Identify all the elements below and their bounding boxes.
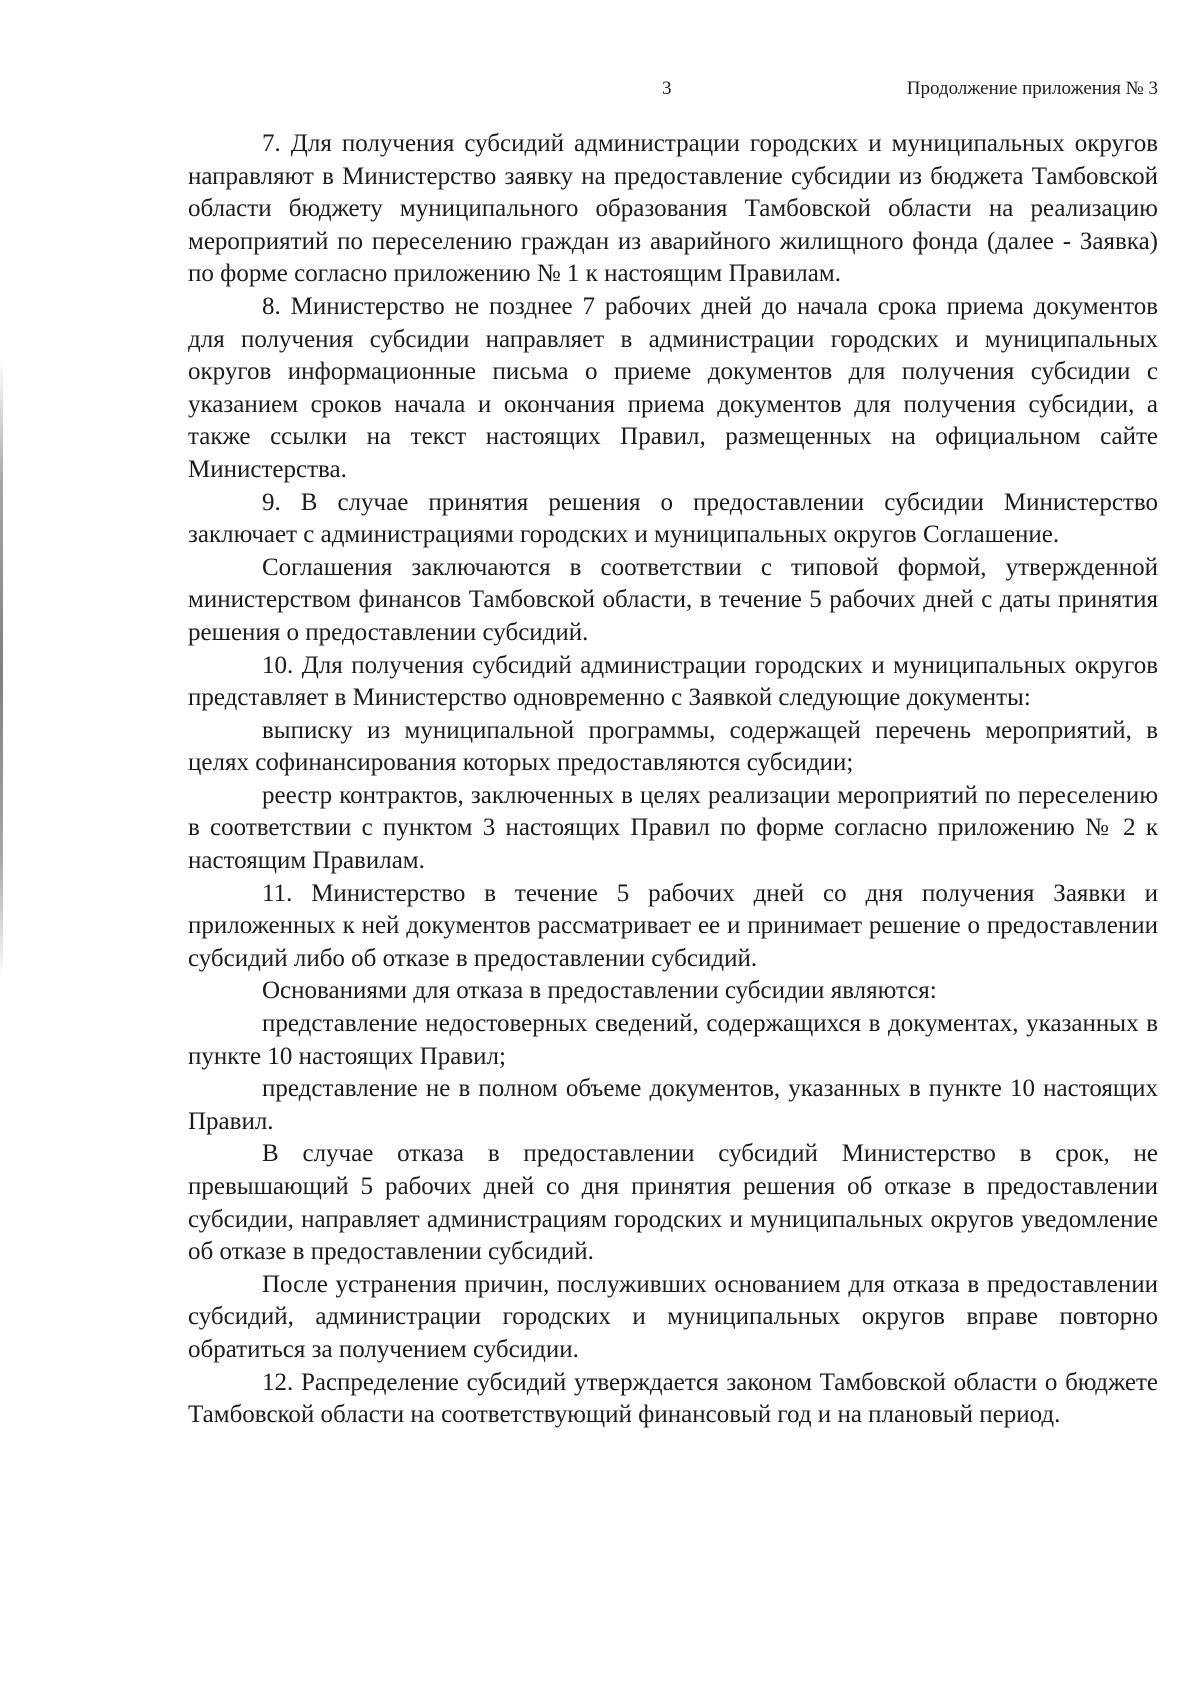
- paragraph-refusal-grounds: Основаниями для отказа в предоставлении субсидии являются:: [262, 977, 937, 1005]
- paragraph-11: 11. Министерство в течение 5 рабочих дней со дня получения Заявки и приложенных к ней документов рассматривает ее и принимает решение о предоставлении субсидий либо об отказе в предоставлении субсидий.: [188, 879, 1158, 972]
- scan-edge-artifact: [0, 360, 3, 980]
- paragraph-contract-registry: реестр контрактов, заключенных в целях реализации мероприятий по переселению в соответствии с пунктом 3 настоящих Правил по форме согласно приложению № 2 к настоящим Правилам.: [188, 781, 1158, 875]
- paragraph-agreements: Соглашения заключаются в соответствии с типовой формой, утвержденной министерством финансов Тамбовской области, в течение 5 рабочих дней с даты принятия решения о предоставлении субсидий.: [188, 553, 1158, 646]
- document-body: [188, 128, 1158, 1432]
- paragraph-refusal-notice: В случае отказа в предоставлении субсидий Министерство в срок, не превышающий 5 рабочих дней со дня принятия решения об отказе в предоставлении субсидии, направляет администрациям городских и муниципальных округов уведомление об отказе в предоставлении субсидий.: [188, 1140, 1158, 1266]
- appendix-continuation-title: Продолжение приложения № 3: [906, 78, 1158, 99]
- paragraph-incomplete-docs: представление не в полном объеме документов, указанных в пункте 10 настоящих Правил.: [188, 1075, 1158, 1135]
- paragraph-12: 12. Распределение субсидий утверждается законом Тамбовской области о бюджете Тамбовской области на соответствующий финансовый год и на плановый период.: [188, 1368, 1158, 1429]
- page-number: 3: [662, 78, 672, 99]
- paragraph-false-info: представление недостоверных сведений, содержащихся в документах, указанных в пункте 10 настоящих Правил;: [188, 1010, 1158, 1070]
- paragraph-7: 7. Для получения субсидий администрации городских и муниципальных округов направляют в Министерство заявку на предоставление субсидии из бюджета Тамбовской области бюджету муниципального образования Тамбовской области на реализацию мероприятий по переселению граждан из аварийного жилищного фонда (далее - Заявка) по форме согласно приложению № 1 к настоящим Правилам.: [188, 130, 1158, 288]
- paragraph-9: 9. В случае принятия решения о предоставлении субсидии Министерство заключает с администрациями городских и муниципальных округов Соглашение.: [188, 488, 1158, 549]
- paragraph-reapply: После устранения причин, послуживших основанием для отказа в предоставлении субсидий, администрации городских и муниципальных округов вправе повторно обратиться за получением субсидии.: [188, 1270, 1158, 1363]
- paragraph-8: 8. Министерство не позднее 7 рабочих дней до начала срока приема документов для получения субсидии направляет в администрации городских и муниципальных округов информационные письма о приеме документов для получения субсидии с указанием сроков начала и окончания приема документов для получения субсидии, а также ссылки на текст настоящих Правил, размещенных на официальном сайте Министерства.: [188, 292, 1158, 483]
- paragraph-10: 10. Для получения субсидий администрации городских и муниципальных округов представляет в Министерство одновременно с Заявкой следующие документы:: [188, 651, 1158, 712]
- paragraph-program-extract: выписку из муниципальной программы, содержащей перечень мероприятий, в целях софинансирования которых предоставляются субсидии;: [188, 716, 1158, 777]
- page-header: [0, 78, 1200, 110]
